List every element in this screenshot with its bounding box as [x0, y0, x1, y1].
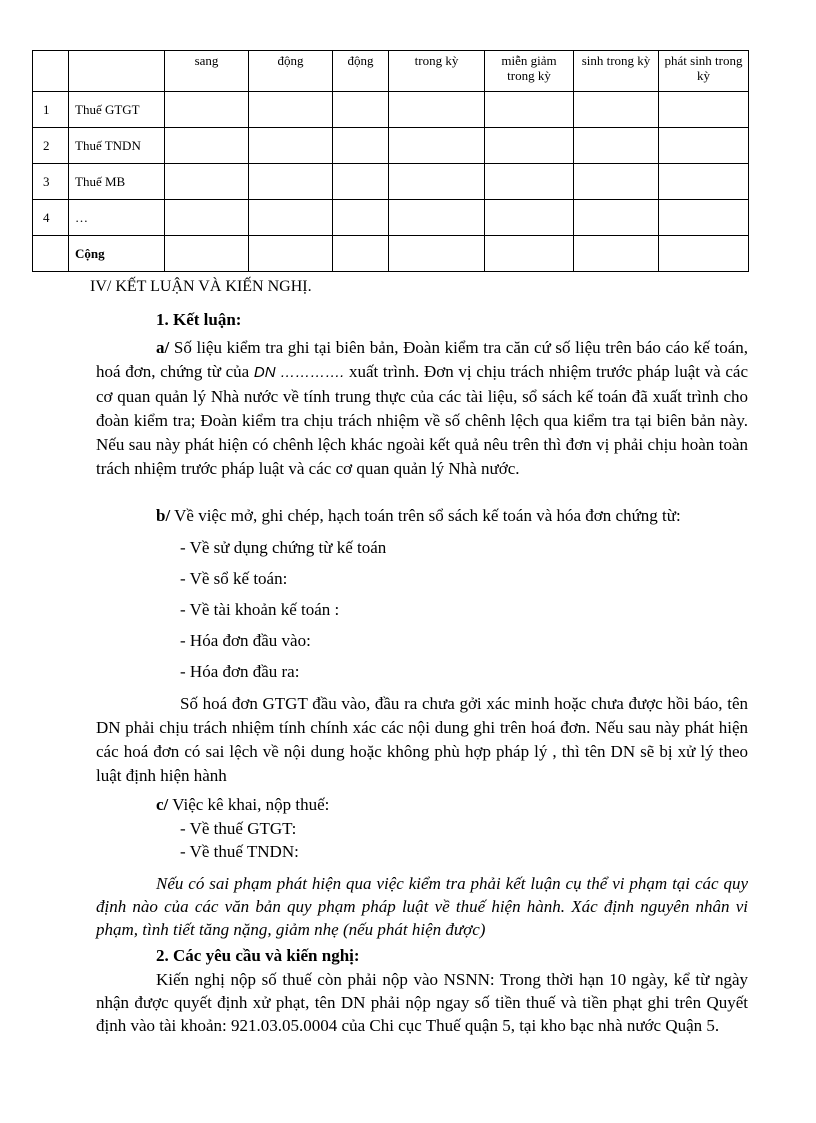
list-item: - Về sổ kế toán:: [180, 569, 288, 588]
section-heading: IV/ KẾT LUẬN VÀ KIẾN NGHỊ.: [90, 278, 312, 295]
tax-name: …: [69, 200, 165, 236]
conclusion-title: 1. Kết luận:: [156, 310, 242, 329]
table-row: [33, 128, 749, 164]
requests-title: 2. Các yêu cầu và kiến nghị:: [156, 946, 360, 965]
table-total-row: [33, 236, 749, 272]
list-item: - Hóa đơn đầu vào:: [180, 631, 311, 650]
violation-note: Nếu có sai phạm phát hiện qua việc kiểm tra phải kết luận cụ thể vi phạm tại các quy định nào của các văn bản quy phạm pháp luật về thuế hiện hành. Xác định nguyên nhân vi phạm, tình tiết tăng nặng, giảm nhẹ (nếu phát hiện được): [96, 874, 748, 939]
paragraph-c: [156, 795, 329, 815]
invoice-paragraph: Số hoá đơn GTGT đầu vào, đầu ra chưa gởi xác minh hoặc chưa được hồi báo, tên DN phải chịu trách nhiệm tính chính xác các nội dung ghi trên hoá đơn. Nếu sau này phát hiện các hoá đơn có sai lệch về nội dung hoặc không phù hợp pháp lý , thì tên DN sẽ bị xử lý theo luật định hiện hành: [96, 694, 748, 785]
label-b: b/: [156, 506, 171, 525]
list-item: - Về thuế TNDN:: [180, 842, 299, 861]
paragraph-a-text-1: Số liệu kiểm tra ghi tại biên bản, Đoàn kiểm tra căn cứ số liệu trên báo cáo kế toán, hoá đơn, chứng từ của: [96, 338, 748, 381]
list-item: - Về thuế GTGT:: [180, 819, 297, 838]
header-cell: động: [333, 51, 389, 92]
dn-placeholder: DN ………….: [253, 364, 345, 381]
list-item: - Về sử dụng chứng từ kế toán: [180, 538, 387, 557]
tax-name: Thuế MB: [69, 164, 165, 200]
header-cell: sinh trong kỳ: [574, 51, 659, 92]
header-cell: [69, 51, 165, 92]
row-number: 3: [33, 164, 69, 200]
row-number: 1: [33, 92, 69, 128]
header-cell: động: [249, 51, 333, 92]
paragraph-a-text-2: xuất trình. Đơn vị chịu trách nhiệm trước pháp luật và các cơ quan quản lý Nhà nước về tính trung thực của các tài liệu, sổ sách kế toán đã xuất trình cho đoàn kiểm tra; Đoàn kiểm tra chịu trách nhiệm về số chênh lệch qua kiểm tra tại biên bản này. Nếu sau này phát hiện có chênh lệch khác ngoài kết quả nêu trên thì đơn vị phải chịu hoàn toàn trách nhiệm trước pháp luật và các cơ quan quản lý Nhà nước.: [96, 362, 749, 478]
tax-name: Thuế TNDN: [69, 128, 165, 164]
paragraph-b: [156, 506, 681, 526]
header-cell: [33, 51, 69, 92]
table-row: [33, 200, 749, 236]
row-number: [33, 236, 69, 272]
total-label: Cộng: [69, 236, 165, 272]
header-cell: sang: [165, 51, 249, 92]
list-item: - Về tài khoản kế toán :: [180, 600, 340, 619]
paragraph-c-text: Việc kê khai, nộp thuế:: [168, 795, 330, 814]
list-item: - Hóa đơn đầu ra:: [180, 662, 300, 681]
tax-summary-table: [32, 50, 749, 272]
header-cell: miễn giảm trong kỳ: [485, 51, 574, 92]
header-cell: phát sinh trong kỳ: [659, 51, 749, 92]
paragraph-b-text: Về việc mở, ghi chép, hạch toán trên sổ sách kế toán và hóa đơn chứng từ:: [170, 506, 681, 525]
row-number: 4: [33, 200, 69, 236]
tax-name: Thuế GTGT: [69, 92, 165, 128]
header-cell: trong kỳ: [389, 51, 485, 92]
table-header-row: [33, 51, 749, 92]
label-a: a/: [156, 338, 170, 357]
paragraph-a: [96, 336, 748, 481]
table-row: [33, 92, 749, 128]
row-number: 2: [33, 128, 69, 164]
label-c: c/: [156, 795, 169, 814]
table-row: [33, 164, 749, 200]
requests-paragraph: Kiến nghị nộp số thuế còn phải nộp vào NSNN: Trong thời hạn 10 ngày, kể từ ngày nhận được quyết định xử phạt, tên DN phải nộp ngay số tiền thuế và tiền phạt ghi trên Quyết định vào tài khoản: 921.03.05.0004 của Chi cục Thuế quận 5, tại kho bạc nhà nước Quận 5.: [96, 970, 748, 1035]
